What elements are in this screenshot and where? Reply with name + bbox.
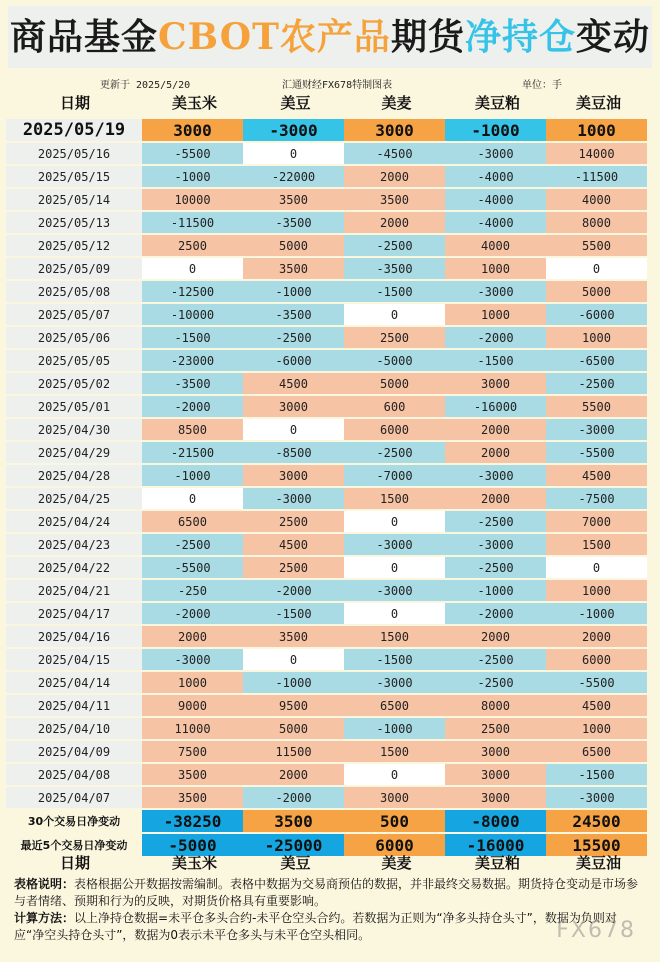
note-description (14, 876, 642, 910)
value-cell: -3000 (445, 281, 546, 302)
value-cell: 9000 (142, 695, 243, 716)
value-cell: 0 (142, 488, 243, 509)
value-cell: 3000 (243, 396, 344, 417)
row-label: 2025/04/30 (6, 419, 142, 440)
value-cell: -3500 (344, 258, 445, 279)
value-cell: 2000 (142, 626, 243, 647)
value-cell: -3000 (445, 143, 546, 164)
update-date: 更新于 2025/5/20 (100, 80, 191, 91)
value-cell: 6500 (142, 511, 243, 532)
col-header-wheat: 美麦 (381, 94, 412, 112)
value-cell: 0 (344, 557, 445, 578)
row-label: 2025/05/06 (6, 327, 142, 348)
value-cell: -1500 (445, 350, 546, 371)
value-cell: 5000 (243, 718, 344, 739)
value-cell: 1500 (344, 626, 445, 647)
value-cell: 1000 (445, 304, 546, 325)
value-cell: -1000 (243, 672, 344, 693)
value-cell: -16000 (445, 834, 546, 856)
table-row (6, 235, 647, 256)
value-cell: 0 (243, 649, 344, 670)
value-cell: 2000 (546, 626, 647, 647)
value-cell: -4000 (445, 166, 546, 187)
col-footer-corn: 美玉米 (171, 854, 217, 872)
value-cell: -2500 (445, 649, 546, 670)
title-part-1: 商品基金 (10, 16, 159, 58)
summary-row (6, 810, 647, 832)
value-cell: 6000 (546, 649, 647, 670)
row-label: 2025/04/25 (6, 488, 142, 509)
col-footer-soybean: 美豆 (280, 854, 311, 872)
col-header-corn: 美玉米 (171, 94, 217, 112)
table-row (6, 143, 647, 164)
table-row (6, 718, 647, 739)
value-cell: 1000 (142, 672, 243, 693)
row-label: 2025/04/21 (6, 580, 142, 601)
row-label: 2025/05/19 (6, 119, 142, 141)
value-cell: -2000 (142, 396, 243, 417)
table-row (6, 488, 647, 509)
value-cell: 4500 (243, 373, 344, 394)
row-label: 2025/04/14 (6, 672, 142, 693)
value-cell: -2500 (243, 327, 344, 348)
title-part-3: 期货 (390, 16, 465, 58)
value-cell: 3000 (445, 764, 546, 785)
value-cell: -11500 (546, 166, 647, 187)
value-cell: 15500 (546, 834, 647, 856)
value-cell: -21500 (142, 442, 243, 463)
value-cell: 6000 (344, 834, 445, 856)
value-cell: 3500 (142, 787, 243, 808)
unit-note: 单位：手 (522, 80, 562, 91)
value-cell: -8500 (243, 442, 344, 463)
value-cell: -3000 (344, 672, 445, 693)
value-cell: -1000 (546, 603, 647, 624)
value-cell: -16000 (445, 396, 546, 417)
value-cell: 3000 (344, 119, 445, 141)
value-cell: 3500 (243, 810, 344, 832)
value-cell: 0 (344, 511, 445, 532)
watermark-logo: FX678 (556, 918, 636, 943)
value-cell: -2000 (445, 327, 546, 348)
value-cell: -1000 (445, 580, 546, 601)
note-label-2: 计算方法： (14, 911, 75, 925)
column-header-top (0, 92, 660, 114)
row-label: 最近5个交易日净变动 (20, 839, 128, 852)
value-cell: 3000 (445, 373, 546, 394)
value-cell: -10000 (142, 304, 243, 325)
table-row (6, 741, 647, 762)
value-cell: 5000 (546, 281, 647, 302)
value-cell: -1000 (243, 281, 344, 302)
row-label: 2025/05/02 (6, 373, 142, 394)
col-footer-date: 日期 (59, 854, 90, 872)
value-cell: 10000 (142, 189, 243, 210)
table-row (6, 672, 647, 693)
value-cell: -11500 (142, 212, 243, 233)
value-cell: 6500 (344, 695, 445, 716)
value-cell: 7000 (546, 511, 647, 532)
value-cell: -2000 (445, 603, 546, 624)
value-cell: -250 (142, 580, 243, 601)
value-cell: -3000 (445, 534, 546, 555)
value-cell: 0 (344, 764, 445, 785)
value-cell: 1000 (546, 119, 647, 141)
value-cell: 3000 (344, 787, 445, 808)
value-cell: -22000 (243, 166, 344, 187)
value-cell: 5500 (546, 235, 647, 256)
value-cell: 4000 (445, 235, 546, 256)
value-cell: -2500 (142, 534, 243, 555)
table-row (6, 511, 647, 532)
col-footer-soymeal: 美豆粕 (474, 854, 520, 872)
value-cell: 4500 (546, 695, 647, 716)
col-header-soymeal: 美豆粕 (474, 94, 520, 112)
value-cell: 500 (344, 810, 445, 832)
value-cell: -4500 (344, 143, 445, 164)
page-title (8, 6, 652, 68)
value-cell: 2000 (445, 488, 546, 509)
value-cell: 2000 (445, 419, 546, 440)
table-row (6, 580, 647, 601)
value-cell: 600 (344, 396, 445, 417)
value-cell: -4000 (445, 212, 546, 233)
value-cell: -1500 (142, 327, 243, 348)
source-note: 汇通财经FX678特制图表 (282, 80, 393, 91)
table-row (6, 626, 647, 647)
value-cell: -1500 (546, 764, 647, 785)
value-cell: 3000 (142, 119, 243, 141)
value-cell: -1000 (344, 718, 445, 739)
value-cell: -23000 (142, 350, 243, 371)
value-cell: -3000 (546, 419, 647, 440)
table-row (6, 166, 647, 187)
value-cell: -3000 (142, 649, 243, 670)
col-header-date: 日期 (59, 94, 90, 112)
row-label: 2025/04/22 (6, 557, 142, 578)
value-cell: -3000 (344, 580, 445, 601)
table-row (6, 649, 647, 670)
notes (14, 876, 642, 944)
value-cell: 1500 (344, 488, 445, 509)
value-cell: 2500 (344, 327, 445, 348)
value-cell: -12500 (142, 281, 243, 302)
value-cell: -2500 (445, 511, 546, 532)
note-label-1: 表格说明： (14, 877, 75, 891)
value-cell: -6500 (546, 350, 647, 371)
value-cell: 8000 (445, 695, 546, 716)
value-cell: -1500 (344, 281, 445, 302)
row-label: 2025/05/14 (6, 189, 142, 210)
value-cell: 14000 (546, 143, 647, 164)
table-row (6, 557, 647, 578)
value-cell: 1000 (546, 718, 647, 739)
row-label: 2025/04/28 (6, 465, 142, 486)
row-label: 2025/05/05 (6, 350, 142, 371)
row-label: 2025/04/07 (6, 787, 142, 808)
value-cell: -3000 (243, 119, 344, 141)
value-cell: 5000 (243, 235, 344, 256)
table-row (6, 534, 647, 555)
table-row (6, 419, 647, 440)
value-cell: 6500 (546, 741, 647, 762)
value-cell: 0 (142, 258, 243, 279)
value-cell: 2000 (243, 764, 344, 785)
value-cell: -5500 (142, 557, 243, 578)
title-part-4: 净持仓 (464, 16, 576, 58)
value-cell: 5500 (546, 396, 647, 417)
table-row (6, 787, 647, 808)
value-cell: -7500 (546, 488, 647, 509)
value-cell: 6000 (344, 419, 445, 440)
value-cell: 11500 (243, 741, 344, 762)
value-cell: -4000 (445, 189, 546, 210)
col-header-soyoil: 美豆油 (575, 94, 621, 112)
value-cell: -1000 (142, 166, 243, 187)
title-part-2: CBOT农产品 (158, 16, 391, 58)
value-cell: 3500 (142, 764, 243, 785)
value-cell: 2500 (445, 718, 546, 739)
value-cell: 3500 (243, 626, 344, 647)
value-cell: -8000 (445, 810, 546, 832)
value-cell: 0 (546, 557, 647, 578)
value-cell: 2500 (142, 235, 243, 256)
table-row (6, 695, 647, 716)
value-cell: -7000 (344, 465, 445, 486)
value-cell: -5500 (142, 143, 243, 164)
value-cell: -2500 (445, 557, 546, 578)
value-cell: -25000 (243, 834, 344, 856)
note-text-2: 以上净持仓数据=未平仓多头合约-未平仓空头合约。若数据为正则为“净多头持仓头寸”，数据为负则对应“净空头持仓头寸”，数据为0表示未平仓多头与未平仓空头相同。 (14, 911, 617, 942)
row-label: 2025/04/10 (6, 718, 142, 739)
table-row (6, 281, 647, 302)
value-cell: 8000 (546, 212, 647, 233)
value-cell: 5000 (344, 373, 445, 394)
row-label: 2025/05/15 (6, 166, 142, 187)
value-cell: 1000 (546, 327, 647, 348)
value-cell: -2000 (243, 580, 344, 601)
row-label: 2025/04/29 (6, 442, 142, 463)
value-cell: -6000 (243, 350, 344, 371)
note-method (14, 910, 642, 944)
table-row (6, 350, 647, 371)
value-cell: -2000 (142, 603, 243, 624)
value-cell: -3000 (546, 787, 647, 808)
value-cell: -2000 (243, 787, 344, 808)
column-header-bottom (0, 852, 660, 874)
row-label: 2025/05/01 (6, 396, 142, 417)
value-cell: 2000 (344, 212, 445, 233)
value-cell: 0 (243, 143, 344, 164)
value-cell: 4000 (546, 189, 647, 210)
row-label: 2025/05/09 (6, 258, 142, 279)
value-cell: -6000 (546, 304, 647, 325)
value-cell: -1000 (445, 119, 546, 141)
row-label: 2025/05/12 (6, 235, 142, 256)
value-cell: -5500 (546, 672, 647, 693)
value-cell: 2500 (243, 557, 344, 578)
value-cell: 8500 (142, 419, 243, 440)
row-label: 30个交易日净变动 (27, 815, 121, 828)
value-cell: 3000 (445, 787, 546, 808)
value-cell: 0 (344, 304, 445, 325)
value-cell: 3000 (243, 465, 344, 486)
table-row (6, 212, 647, 233)
title-part-5: 变动 (575, 16, 650, 58)
value-cell: 2000 (445, 442, 546, 463)
value-cell: -3000 (344, 534, 445, 555)
value-cell: -1500 (243, 603, 344, 624)
value-cell: -5000 (142, 834, 243, 856)
row-label: 2025/05/08 (6, 281, 142, 302)
row-label: 2025/05/13 (6, 212, 142, 233)
value-cell: 2500 (243, 511, 344, 532)
value-cell: 0 (243, 419, 344, 440)
row-label: 2025/04/24 (6, 511, 142, 532)
value-cell: 3500 (243, 258, 344, 279)
table-row (6, 396, 647, 417)
table-row (6, 465, 647, 486)
value-cell: 0 (344, 603, 445, 624)
value-cell: -2500 (546, 373, 647, 394)
table-row (6, 373, 647, 394)
row-label: 2025/04/08 (6, 764, 142, 785)
value-cell: -3500 (243, 212, 344, 233)
value-cell: 11000 (142, 718, 243, 739)
value-cell: 1500 (546, 534, 647, 555)
col-footer-wheat: 美麦 (381, 854, 412, 872)
row-label: 2025/05/07 (6, 304, 142, 325)
value-cell: 2000 (344, 166, 445, 187)
row-label: 2025/05/16 (6, 143, 142, 164)
value-cell: -3000 (445, 465, 546, 486)
table-row (6, 327, 647, 348)
value-cell: 3500 (344, 189, 445, 210)
value-cell: -1500 (344, 649, 445, 670)
value-cell: 1000 (546, 580, 647, 601)
value-cell: 7500 (142, 741, 243, 762)
table-row (6, 304, 647, 325)
value-cell: 4500 (243, 534, 344, 555)
value-cell: -2500 (445, 672, 546, 693)
table-row (6, 189, 647, 210)
value-cell: -5000 (344, 350, 445, 371)
row-label: 2025/04/16 (6, 626, 142, 647)
note-text-1: 表格根据公开数据按需编制。表格中数据为交易商预估的数据，并非最终交易数据。期货持仓变动是市场参与者情绪、预期和行为的反映，对期货价格具有重要影响。 (14, 877, 639, 908)
positions-table (6, 117, 647, 858)
value-cell: 9500 (243, 695, 344, 716)
table-row (6, 764, 647, 785)
row-label: 2025/04/23 (6, 534, 142, 555)
value-cell: -38250 (142, 810, 243, 832)
value-cell: 3000 (445, 741, 546, 762)
value-cell: -5500 (546, 442, 647, 463)
value-cell: -2500 (344, 235, 445, 256)
table-row (6, 258, 647, 279)
value-cell: 3500 (243, 189, 344, 210)
value-cell: -2500 (344, 442, 445, 463)
row-label: 2025/04/15 (6, 649, 142, 670)
value-cell: 4500 (546, 465, 647, 486)
row-label: 2025/04/17 (6, 603, 142, 624)
value-cell: 0 (546, 258, 647, 279)
value-cell: 1000 (445, 258, 546, 279)
value-cell: -3500 (243, 304, 344, 325)
table-row (6, 442, 647, 463)
value-cell: -1000 (142, 465, 243, 486)
value-cell: 24500 (546, 810, 647, 832)
value-cell: -3000 (243, 488, 344, 509)
col-header-soybean: 美豆 (280, 94, 311, 112)
value-cell: -3500 (142, 373, 243, 394)
value-cell: 2000 (445, 626, 546, 647)
row-label: 2025/04/11 (6, 695, 142, 716)
col-footer-soyoil: 美豆油 (575, 854, 621, 872)
value-cell: 1500 (344, 741, 445, 762)
latest-row (6, 119, 647, 141)
row-label: 2025/04/09 (6, 741, 142, 762)
table-row (6, 603, 647, 624)
